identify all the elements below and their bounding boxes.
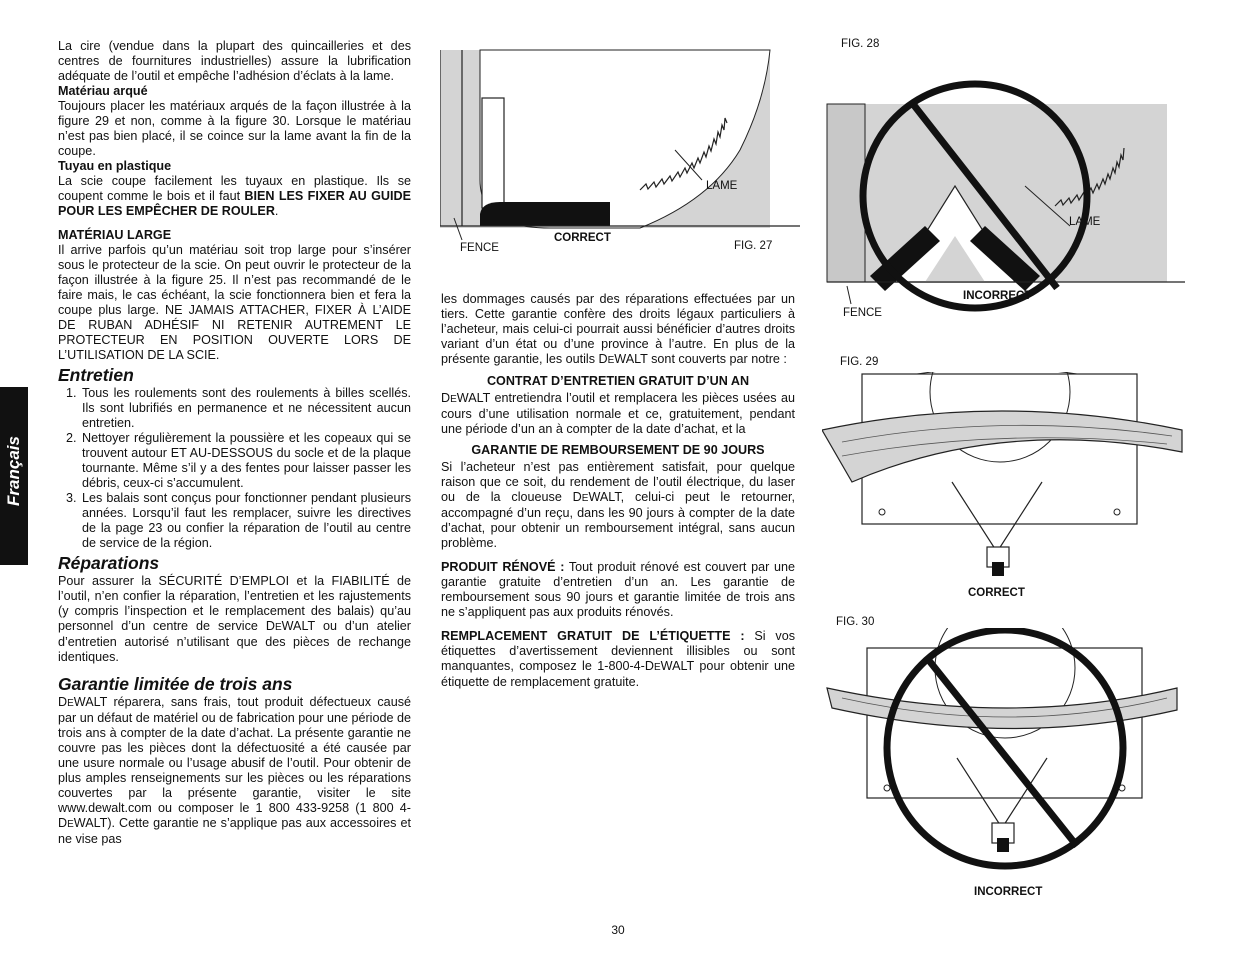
service-contract-text: DEWALT entretiendra l’outil et remplacera les pièces usées au cours d’une utilisation normale et ce, gratuitement, pendant une période d’un an à compter de la date d’achat, et la — [441, 391, 795, 436]
figure-27 — [440, 40, 800, 260]
page-number: 30 — [611, 923, 625, 937]
figure-29-illustration — [822, 372, 1192, 602]
repairs-text: Pour assurer la SÉCURITÉ D’EMPLOI et la FIABILITÉ de l’outil, n’en confier la réparation, l’entretien et les rajustements (y compris l’inspection et le remplacement des balais) qu’au personnel d’un centre de service DEWALT ou d’un atelier d’entretien autorisé n’utilisant que des pièces de rechange identiques. — [58, 574, 411, 664]
figure-30-illustration — [822, 628, 1192, 883]
figure-29 — [822, 354, 1192, 609]
fig28-fence-label: FENCE — [843, 307, 882, 319]
left-column — [58, 39, 411, 847]
fig27-fence-label: FENCE — [460, 242, 499, 254]
fig28-number: FIG. 28 — [841, 38, 880, 50]
bowed-material-heading: Matériau arqué — [58, 84, 148, 98]
repairs-heading: Réparations — [58, 553, 160, 573]
label-replacement-text: REMPLACEMENT GRATUIT DE L’ÉTIQUETTE : Si vos étiquettes d’avertissement deviennent illisibles ou sont manquantes, composez le 1-800-4-DEWALT pour obtenir une étiquette de remplacement gratuite. — [441, 629, 795, 689]
maintenance-heading: Entretien — [58, 365, 134, 385]
fig30-status-label: INCORRECT — [974, 886, 1043, 898]
fig29-status-label: CORRECT — [968, 587, 1025, 599]
list-item: 3. Les balais sont conçus pour fonctionner pendant plusieurs années. Lorsqu’il faut les remplacer, suivre les directives de la page 23 ou confier la réparation de l’outil au centre de service de la région. — [66, 491, 411, 550]
fig27-status-label: CORRECT — [554, 232, 611, 244]
refurbished-text: PRODUIT RÉNOVÉ : Tout produit rénové est couvert par une garantie gratuite d’entretien d’un an. Les garantie de remboursement sous 90 jours et garantie limitée de trois ans ne s’appliquent pas aux produits rénovés. — [441, 560, 795, 619]
list-item: 2. Nettoyer régulièrement la poussière et les copeaux qui se trouvent autour ET AU-DESSOUS du socle et de la plaque tournante. Même s’il y a des fentes pour laisser passer les débris, ceux-ci s’accumulent. — [66, 431, 411, 490]
fig29-number: FIG. 29 — [840, 356, 879, 368]
middle-column — [441, 292, 795, 690]
language-tab — [0, 387, 28, 565]
large-material-text: Il arrive parfois qu’un matériau soit trop large pour s’insérer sous le protecteur de la scie. On peut ouvrir le protecteur de la façon illustrée à la figure 25. Il n’est pas recommandé de le faire mais, le cas échéant, la scie fonctionnera bien et fera la coupe plus large. NE JAMAIS ATTACHER, FIXER À L’AIDE DE RUBAN ADHÉSIF NI RETENIR AUTREMENT LE PROTECTEUR EN POSITION OUVERTE LORS DE L’UTILISATION DE LA SCIE. — [58, 243, 411, 362]
language-label: Français — [4, 436, 23, 506]
warranty-text: DEWALT réparera, sans frais, tout produit défectueux causé par un défaut de matériel ou de fabrication pour une période de trois ans à compter de la date d’achat. La présente garantie ne couvre pas les pièces dont la défectuosité a été causée par une usure normale ou l’usage abusif de l’outil. Pour obtenir de plus amples renseignements sur les pièces ou les réparations couvertes par la présente garantie, visiter le site www.dewalt.com ou composer le 1 800 433-9258 (1 800 4-DEWALT). Cette garantie ne s’applique pas aux accessoires et ne vise pas — [58, 695, 411, 846]
figure-30 — [822, 614, 1192, 909]
large-material-heading: MATÉRIAU LARGE — [58, 228, 172, 242]
fig28-blade-label: LAME — [1069, 216, 1101, 228]
refund-text: Si l’acheteur n’est pas entièrement satisfait, pour quelque raison que ce soit, du rendement de l’outil électrique, du laser ou de la cloueuse DEWALT, celui-ci peut le retourner, accompagné d’un reçu, dans les 90 jours à compter de la date d’achat, pour obtenir un remboursement intégral, sans aucun problème. — [441, 460, 795, 550]
fig30-number: FIG. 30 — [836, 616, 875, 628]
fig27-blade-label: LAME — [706, 180, 738, 192]
figure-27-illustration — [440, 40, 800, 260]
fig27-number: FIG. 27 — [734, 240, 773, 252]
list-item: 1. Tous les roulements sont des roulements à billes scellés. Ils sont lubrifiés en permanence et ne nécessitent aucun entretien. — [66, 386, 411, 430]
plastic-pipe-text: La scie coupe facilement les tuyaux en plastique. Ils se coupent comme le bois et il faut BIEN LES FIXER AU GUIDE POUR LES EMPÊCHER DE ROULER. — [58, 174, 411, 218]
warranty-heading: Garantie limitée de trois ans — [58, 674, 293, 694]
figure-28 — [825, 36, 1195, 331]
maintenance-list — [58, 386, 411, 551]
refund-heading: GARANTIE DE REMBOURSEMENT DE 90 JOURS — [471, 443, 765, 457]
bowed-material-text: Toujours placer les matériaux arqués de la façon illustrée à la figure 29 et non, comme à la figure 30. Lorsque le matériau n’est pas bien placé, il se coince sur la lame avant la fin de la coupe. — [58, 99, 411, 158]
plastic-pipe-heading: Tuyau en plastique — [58, 159, 172, 173]
figure-28-illustration — [825, 36, 1195, 331]
fig28-status-label: INCORRECT — [963, 290, 1032, 302]
service-contract-heading: CONTRAT D’ENTRETIEN GRATUIT D’UN AN — [486, 374, 750, 388]
warranty-continued-text: les dommages causés par des réparations effectuées par un tiers. Cette garantie confère des droits légaux particuliers à l’acheteur, mais celui-ci pourrait aussi bénéficier d’autres droits variant d’un état ou d’une province à l’autre. En plus de la présente garantie, les outils DEWALT sont couverts par notre : — [441, 292, 795, 366]
wax-paragraph: La cire (vendue dans la plupart des quincailleries et des centres de fournitures industrielles) assure la lubrification adéquate de l’outil et empêche l’adhésion d’éclats à la lame. — [58, 39, 411, 83]
